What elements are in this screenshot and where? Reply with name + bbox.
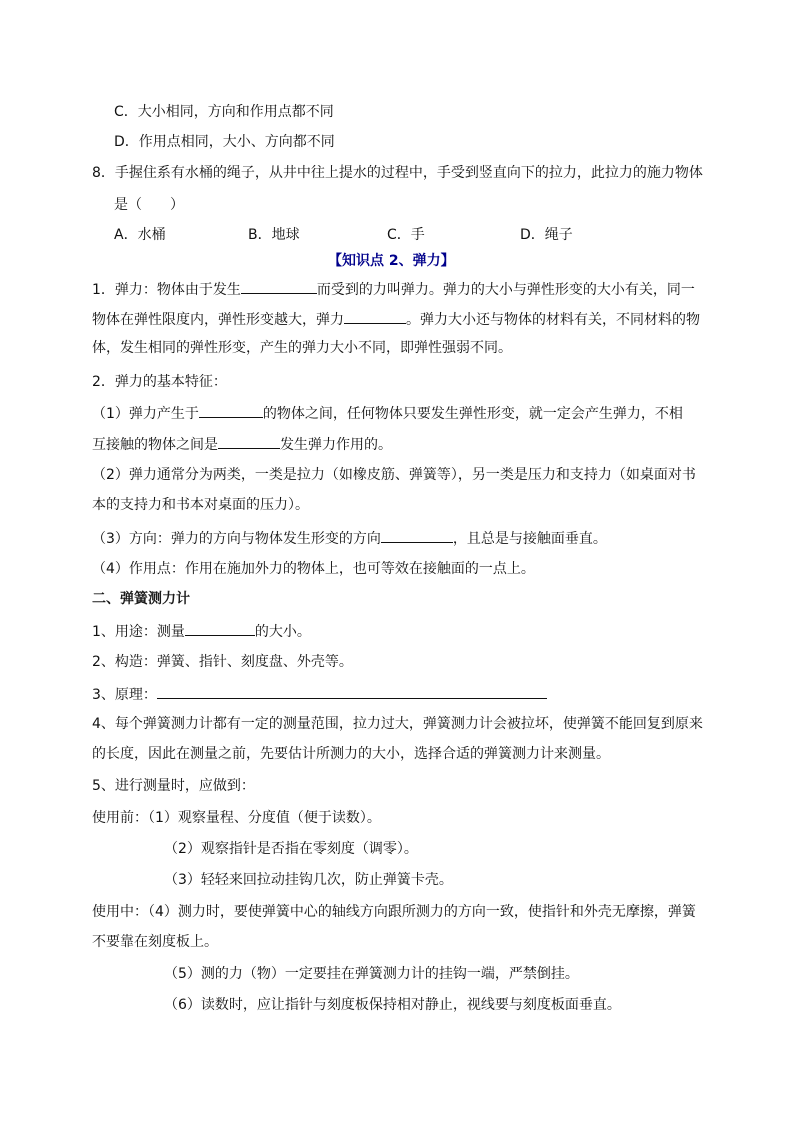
fill-blank [381, 527, 453, 543]
text: 3、原理： [92, 687, 157, 703]
fill-blank [241, 278, 317, 294]
feature-3 [92, 527, 607, 549]
during-use-5: （5）测的力（物）一定要挂在弹簧测力计的挂钩一端，严禁倒挂。 [164, 966, 579, 982]
feature-2-line2: 本的支持力和书本对桌面的压力）。 [92, 497, 309, 513]
elastic-p1-line2 [92, 308, 700, 330]
text: ，且总是与接触面垂直。 [452, 531, 607, 547]
scale-range-line1: 4、每个弹簧测力计都有一定的测量范围，拉力过大，弹簧测力计会被拉坏，使弹簧不能回复到原来 [92, 716, 703, 732]
before-use-1: 使用前：（1）观察量程、分度值（便于读数）。 [92, 810, 381, 826]
feature-1-line1 [92, 402, 683, 424]
elastic-p2: 2．弹力的基本特征： [92, 374, 227, 390]
fill-blank [199, 402, 263, 418]
text: 物体在弹性限度内，弹性形变越大，弹力 [92, 312, 344, 328]
text: 的物体之间，任何物体只要发生弹性形变，就一定会产生弹力，不相 [262, 406, 683, 422]
elastic-p1-line1 [92, 278, 695, 300]
during-use-4-line2: 不要靠在刻度板上。 [92, 934, 218, 950]
fill-blank [344, 308, 406, 324]
q8-stem-line2: 是（ ） [114, 197, 184, 213]
feature-1-line2 [92, 433, 392, 455]
q8-option-c: C．手 [387, 227, 425, 243]
text: 互接触的物体之间是 [92, 437, 218, 453]
scale-steps: 5、进行测量时，应做到： [92, 778, 255, 794]
elastic-p1-line3: 体，发生相同的弹性形变，产生的弹力大小不同，即弹性强弱不同。 [92, 340, 512, 356]
q8-option-b: B．地球 [248, 227, 300, 243]
q7-option-c: C．大小相同，方向和作用点都不同 [114, 104, 334, 120]
section-title: 【知识点 2、弹力】 [328, 253, 455, 269]
during-use-6: （6）读数时，应让指针与刻度板保持相对静止，视线要与刻度板面垂直。 [164, 997, 621, 1013]
text: （3）方向：弹力的方向与物体发生形变的方向 [92, 531, 381, 547]
q8-stem-line1: 8．手握住系有水桶的绳子，从井中往上提水的过程中，手受到竖直向下的拉力，此拉力的施力物体 [92, 165, 703, 181]
text: 而受到的力叫弹力。弹力的大小与弹性形变的大小有关，同一 [316, 282, 695, 298]
text: 的大小。 [254, 624, 311, 640]
feature-2-line1: （2）弹力通常分为两类，一类是拉力（如橡皮筋、弹簧等），另一类是压力和支持力（如桌面对书 [92, 467, 696, 483]
q8-option-a: A．水桶 [114, 227, 166, 243]
scale-range-line2: 的长度，因此在测量之前，先要估计所测力的大小，选择合适的弹簧测力计来测量。 [92, 746, 610, 762]
q8-option-d: D．绳子 [520, 227, 573, 243]
during-use-4-line1: 使用中：（4）测力时，要使弹簧中心的轴线方向跟所测力的方向一致，使指针和外壳无摩擦，弹簧 [92, 904, 696, 920]
fill-blank [185, 620, 255, 636]
q7-option-d: D．作用点相同，大小、方向都不同 [114, 134, 335, 150]
before-use-2: （2）观察指针是否指在零刻度（调零）。 [164, 841, 418, 857]
fill-blank [218, 433, 280, 449]
text: （1）弹力产生于 [92, 406, 199, 422]
text: 1、用途：测量 [92, 624, 185, 640]
text: 1．弹力：物体由于发生 [92, 282, 241, 298]
before-use-3: （3）轻轻来回拉动挂钩几次，防止弹簧卡壳。 [164, 872, 453, 888]
feature-4: （4）作用点：作用在施加外力的物体上，也可等效在接触面的一点上。 [92, 561, 535, 577]
scale-heading: 二、弹簧测力计 [92, 591, 190, 607]
scale-use [92, 620, 311, 642]
text: 发生弹力作用的。 [280, 437, 392, 453]
scale-construction: 2、构造：弹簧、指针、刻度盘、外壳等。 [92, 654, 353, 670]
fill-blank [157, 683, 547, 699]
text: 。弹力大小还与物体的材料有关，不同材料的物 [406, 312, 700, 328]
scale-principle [92, 683, 547, 705]
